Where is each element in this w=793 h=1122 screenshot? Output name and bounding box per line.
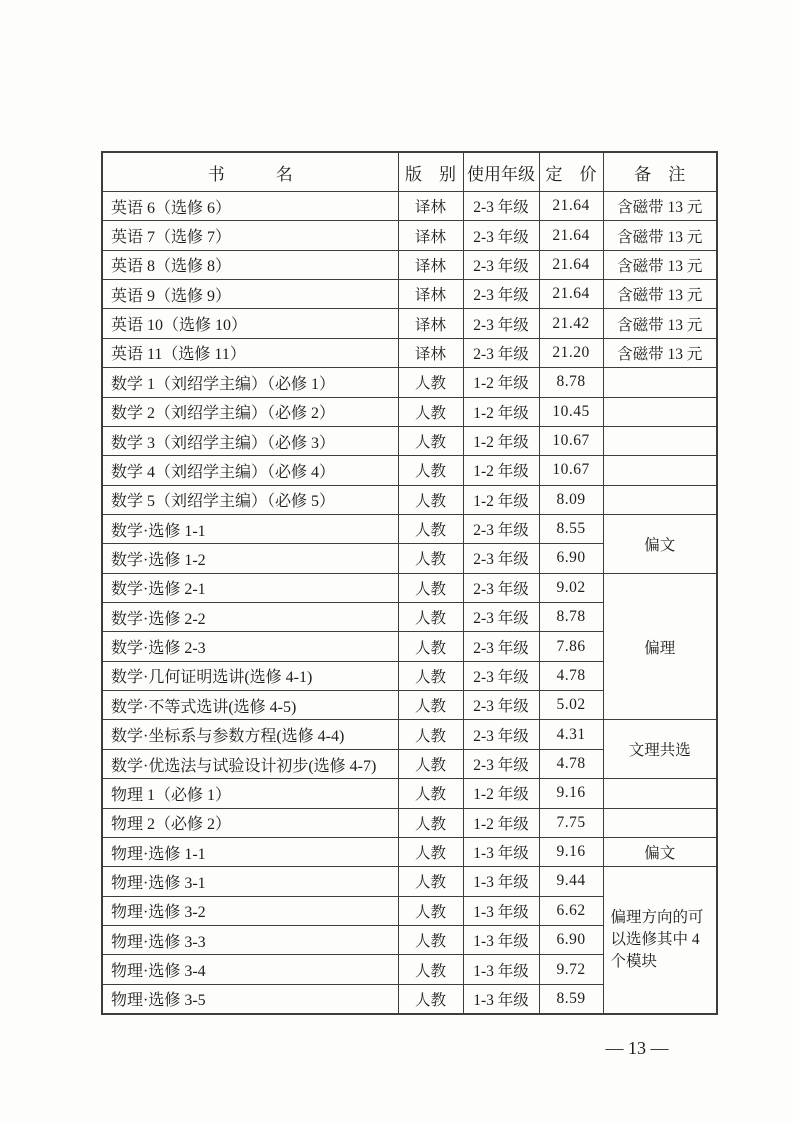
cell-remark: 文理共选 (603, 720, 717, 779)
table-row (102, 867, 717, 896)
cell-price: 9.16 (539, 779, 603, 808)
cell-price: 4.78 (539, 661, 603, 690)
cell-grade: 2-3 年级 (463, 280, 539, 309)
cell-pub: 人教 (398, 603, 463, 632)
cell-pub: 译林 (398, 309, 463, 338)
cell-remark: 含磁带 13 元 (603, 192, 717, 221)
cell-name: 物理·选修 3-1 (102, 867, 398, 896)
table-row (102, 720, 717, 749)
cell-pub: 人教 (398, 867, 463, 896)
textbook-price-table (101, 151, 718, 1015)
cell-name: 数学 3（刘绍学主编）（必修 3） (102, 426, 398, 455)
cell-name: 英语 8（选修 8） (102, 250, 398, 279)
cell-pub: 人教 (398, 720, 463, 749)
cell-price: 9.16 (539, 837, 603, 866)
table-row (102, 250, 717, 279)
cell-pub: 人教 (398, 368, 463, 397)
cell-grade: 2-3 年级 (463, 544, 539, 573)
cell-grade: 2-3 年级 (463, 338, 539, 367)
cell-name: 英语 9（选修 9） (102, 280, 398, 309)
cell-grade: 1-2 年级 (463, 779, 539, 808)
cell-pub: 译林 (398, 221, 463, 250)
cell-name: 数学·优选法与试验设计初步(选修 4-7) (102, 749, 398, 778)
cell-name: 数学·不等式选讲(选修 4-5) (102, 691, 398, 720)
table-row (102, 192, 717, 221)
cell-pub: 人教 (398, 514, 463, 543)
cell-pub: 人教 (398, 426, 463, 455)
cell-pub: 人教 (398, 749, 463, 778)
cell-name: 物理 1（必修 1） (102, 779, 398, 808)
cell-name: 物理·选修 3-4 (102, 955, 398, 984)
header-remark: 备 注 (603, 152, 717, 192)
cell-price: 8.09 (539, 485, 603, 514)
table-header (102, 152, 717, 192)
cell-name: 数学 5（刘绍学主编）（必修 5） (102, 485, 398, 514)
cell-remark (603, 456, 717, 485)
cell-pub: 人教 (398, 661, 463, 690)
cell-name: 数学 2（刘绍学主编）（必修 2） (102, 397, 398, 426)
cell-grade: 2-3 年级 (463, 661, 539, 690)
cell-price: 4.31 (539, 720, 603, 749)
table-row (102, 221, 717, 250)
cell-pub: 译林 (398, 280, 463, 309)
cell-remark (603, 368, 717, 397)
cell-remark (603, 808, 717, 837)
cell-remark (603, 485, 717, 514)
cell-name: 英语 6（选修 6） (102, 192, 398, 221)
page-number: — 13 — (605, 1038, 669, 1058)
table-row (102, 514, 717, 543)
cell-grade: 1-2 年级 (463, 485, 539, 514)
cell-price: 6.90 (539, 544, 603, 573)
table-row (102, 456, 717, 485)
header-row (102, 152, 717, 192)
cell-price: 9.44 (539, 867, 603, 896)
cell-price: 5.02 (539, 691, 603, 720)
cell-remark (603, 779, 717, 808)
table-row (102, 837, 717, 866)
cell-pub: 人教 (398, 896, 463, 925)
cell-remark: 偏文 (603, 514, 717, 573)
cell-price: 6.62 (539, 896, 603, 925)
cell-price: 21.20 (539, 338, 603, 367)
cell-price: 9.72 (539, 955, 603, 984)
table-row (102, 573, 717, 602)
table-body (102, 192, 717, 1014)
cell-pub: 人教 (398, 808, 463, 837)
cell-remark: 偏文 (603, 837, 717, 866)
cell-grade: 1-3 年级 (463, 955, 539, 984)
cell-grade: 2-3 年级 (463, 573, 539, 602)
header-book-name: 书 名 (102, 152, 398, 192)
cell-grade: 2-3 年级 (463, 720, 539, 749)
cell-name: 数学·选修 2-2 (102, 603, 398, 632)
header-grade: 使用年级 (463, 152, 539, 192)
cell-pub: 人教 (398, 632, 463, 661)
cell-price: 8.59 (539, 984, 603, 1013)
cell-name: 物理 2（必修 2） (102, 808, 398, 837)
cell-price: 7.75 (539, 808, 603, 837)
cell-grade: 1-2 年级 (463, 456, 539, 485)
cell-grade: 1-2 年级 (463, 426, 539, 455)
cell-name: 物理·选修 3-5 (102, 984, 398, 1013)
cell-price: 6.90 (539, 925, 603, 954)
cell-pub: 人教 (398, 397, 463, 426)
cell-remark: 含磁带 13 元 (603, 221, 717, 250)
cell-name: 英语 11（选修 11） (102, 338, 398, 367)
cell-remark: 偏理方向的可以选修其中 4 个模块 (603, 867, 717, 1014)
cell-name: 英语 7（选修 7） (102, 221, 398, 250)
cell-price: 8.78 (539, 603, 603, 632)
cell-price: 10.67 (539, 456, 603, 485)
cell-pub: 人教 (398, 984, 463, 1013)
cell-price: 21.64 (539, 221, 603, 250)
table-row (102, 397, 717, 426)
cell-grade: 2-3 年级 (463, 691, 539, 720)
cell-pub: 人教 (398, 955, 463, 984)
cell-grade: 2-3 年级 (463, 309, 539, 338)
cell-price: 21.64 (539, 280, 603, 309)
table-row (102, 779, 717, 808)
cell-price: 10.45 (539, 397, 603, 426)
cell-name: 英语 10（选修 10） (102, 309, 398, 338)
cell-remark (603, 397, 717, 426)
cell-grade: 1-2 年级 (463, 368, 539, 397)
table-row (102, 808, 717, 837)
cell-grade: 2-3 年级 (463, 250, 539, 279)
cell-grade: 1-3 年级 (463, 867, 539, 896)
header-price: 定 价 (539, 152, 603, 192)
header-publisher: 版 别 (398, 152, 463, 192)
cell-grade: 1-3 年级 (463, 925, 539, 954)
cell-remark (603, 426, 717, 455)
cell-price: 21.42 (539, 309, 603, 338)
cell-pub: 人教 (398, 779, 463, 808)
cell-pub: 译林 (398, 192, 463, 221)
cell-price: 9.02 (539, 573, 603, 602)
cell-name: 物理·选修 3-2 (102, 896, 398, 925)
cell-pub: 人教 (398, 456, 463, 485)
cell-price: 21.64 (539, 192, 603, 221)
cell-name: 数学·几何证明选讲(选修 4-1) (102, 661, 398, 690)
table-row (102, 309, 717, 338)
cell-pub: 人教 (398, 485, 463, 514)
cell-grade: 2-3 年级 (463, 192, 539, 221)
cell-name: 数学·选修 2-1 (102, 573, 398, 602)
cell-grade: 1-3 年级 (463, 984, 539, 1013)
cell-pub: 人教 (398, 573, 463, 602)
cell-name: 数学 4（刘绍学主编）（必修 4） (102, 456, 398, 485)
cell-remark: 含磁带 13 元 (603, 280, 717, 309)
cell-grade: 1-3 年级 (463, 896, 539, 925)
cell-pub: 人教 (398, 691, 463, 720)
cell-name: 数学·选修 2-3 (102, 632, 398, 661)
cell-grade: 2-3 年级 (463, 221, 539, 250)
cell-name: 数学 1（刘绍学主编）（必修 1） (102, 368, 398, 397)
cell-pub: 译林 (398, 338, 463, 367)
cell-price: 10.67 (539, 426, 603, 455)
cell-remark: 含磁带 13 元 (603, 338, 717, 367)
table-row (102, 338, 717, 367)
cell-pub: 译林 (398, 250, 463, 279)
cell-remark: 含磁带 13 元 (603, 250, 717, 279)
cell-grade: 2-3 年级 (463, 603, 539, 632)
cell-price: 4.78 (539, 749, 603, 778)
cell-grade: 1-3 年级 (463, 837, 539, 866)
table-row (102, 368, 717, 397)
cell-price: 8.55 (539, 514, 603, 543)
cell-grade: 2-3 年级 (463, 749, 539, 778)
cell-pub: 人教 (398, 837, 463, 866)
cell-price: 8.78 (539, 368, 603, 397)
cell-grade: 2-3 年级 (463, 514, 539, 543)
cell-name: 数学·选修 1-2 (102, 544, 398, 573)
cell-price: 21.64 (539, 250, 603, 279)
cell-grade: 2-3 年级 (463, 632, 539, 661)
cell-price: 7.86 (539, 632, 603, 661)
cell-remark: 偏理 (603, 573, 717, 720)
cell-name: 物理·选修 1-1 (102, 837, 398, 866)
table-row (102, 280, 717, 309)
cell-remark: 含磁带 13 元 (603, 309, 717, 338)
cell-grade: 1-2 年级 (463, 397, 539, 426)
table-row (102, 426, 717, 455)
cell-name: 数学·选修 1-1 (102, 514, 398, 543)
table-row (102, 485, 717, 514)
cell-name: 物理·选修 3-3 (102, 925, 398, 954)
cell-pub: 人教 (398, 925, 463, 954)
cell-grade: 1-2 年级 (463, 808, 539, 837)
cell-name: 数学·坐标系与参数方程(选修 4-4) (102, 720, 398, 749)
cell-pub: 人教 (398, 544, 463, 573)
